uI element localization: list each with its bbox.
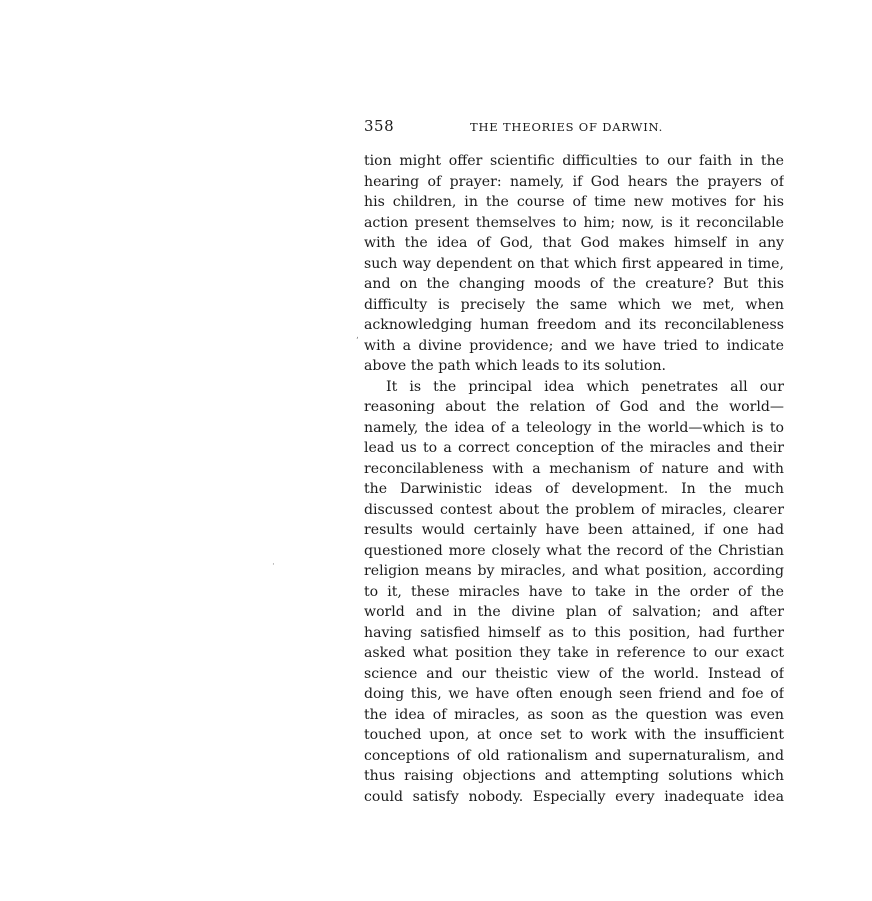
text-line: hearing of prayer: namely, if God hears the prayers of bbox=[364, 173, 784, 190]
text-line: reasoning about the relation of God and the world— bbox=[364, 399, 784, 415]
text-line: religion means by miracles, and what position, according bbox=[364, 563, 784, 579]
text-line: having satisfied himself as to this position, had further bbox=[364, 624, 784, 641]
text-line: could satisfy nobody. Especially every inadequate idea bbox=[364, 788, 784, 805]
page-number: 358 bbox=[364, 117, 395, 135]
text-line: science and our theistic view of the world. Instead of bbox=[364, 665, 784, 682]
text-line: asked what position they take in reference to our exact bbox=[364, 645, 784, 661]
running-title: THE THEORIES OF DARWIN. bbox=[470, 120, 664, 134]
text-line: discussed contest about the problem of miracles, clearer bbox=[364, 501, 784, 518]
text-line: the Darwinistic ideas of development. In the much bbox=[364, 481, 784, 497]
text-line: and on the changing moods of the creature? But this bbox=[364, 276, 784, 292]
text-line: above the path which leads to its solution. bbox=[364, 358, 667, 374]
text-line: touched upon, at once set to work with the insufficient bbox=[364, 727, 784, 743]
text-line: action present themselves to him; now, is it reconcilable bbox=[364, 214, 784, 231]
text-line: doing this, we have often enough seen friend and foe of bbox=[364, 686, 784, 702]
text-line: difficulty is precisely the same which we met, when bbox=[364, 296, 784, 313]
text-line: acknowledging human freedom and its reconcilableness bbox=[364, 317, 784, 333]
text-line: with a divine providence; and we have tried to indicate bbox=[364, 337, 784, 354]
text-line: questioned more closely what the record of the Christian bbox=[364, 542, 784, 559]
text-line: reconcilableness with a mechanism of nature and with bbox=[364, 460, 784, 477]
text-line: thus raising objections and attempting solutions which bbox=[364, 768, 784, 784]
page-header bbox=[364, 115, 784, 135]
text-line: results would certainly have been attained, if one had bbox=[364, 522, 784, 538]
margin-speck: , bbox=[356, 331, 359, 341]
text-line: conceptions of old rationalism and supernaturalism, and bbox=[364, 747, 784, 764]
text-line: world and in the divine plan of salvation; and after bbox=[364, 604, 784, 620]
margin-speck: · bbox=[272, 560, 275, 570]
text-line: his children, in the course of time new motives for his bbox=[364, 194, 784, 210]
text-line: namely, the idea of a teleology in the world—which is to bbox=[364, 419, 784, 436]
text-line: It is the principal idea which penetrates all our bbox=[386, 378, 784, 395]
text-line: tion might offer scientific difficulties to our faith in the bbox=[364, 153, 784, 169]
text-line: the idea of miracles, as soon as the question was even bbox=[364, 706, 784, 723]
text-line: lead us to a correct conception of the miracles and their bbox=[364, 440, 784, 456]
text-line: to it, these miracles have to take in the order of the bbox=[364, 583, 784, 600]
body-text bbox=[364, 151, 784, 807]
text-line: with the idea of God, that God makes himself in any bbox=[364, 235, 784, 251]
text-line: such way dependent on that which first appeared in time, bbox=[364, 255, 784, 272]
